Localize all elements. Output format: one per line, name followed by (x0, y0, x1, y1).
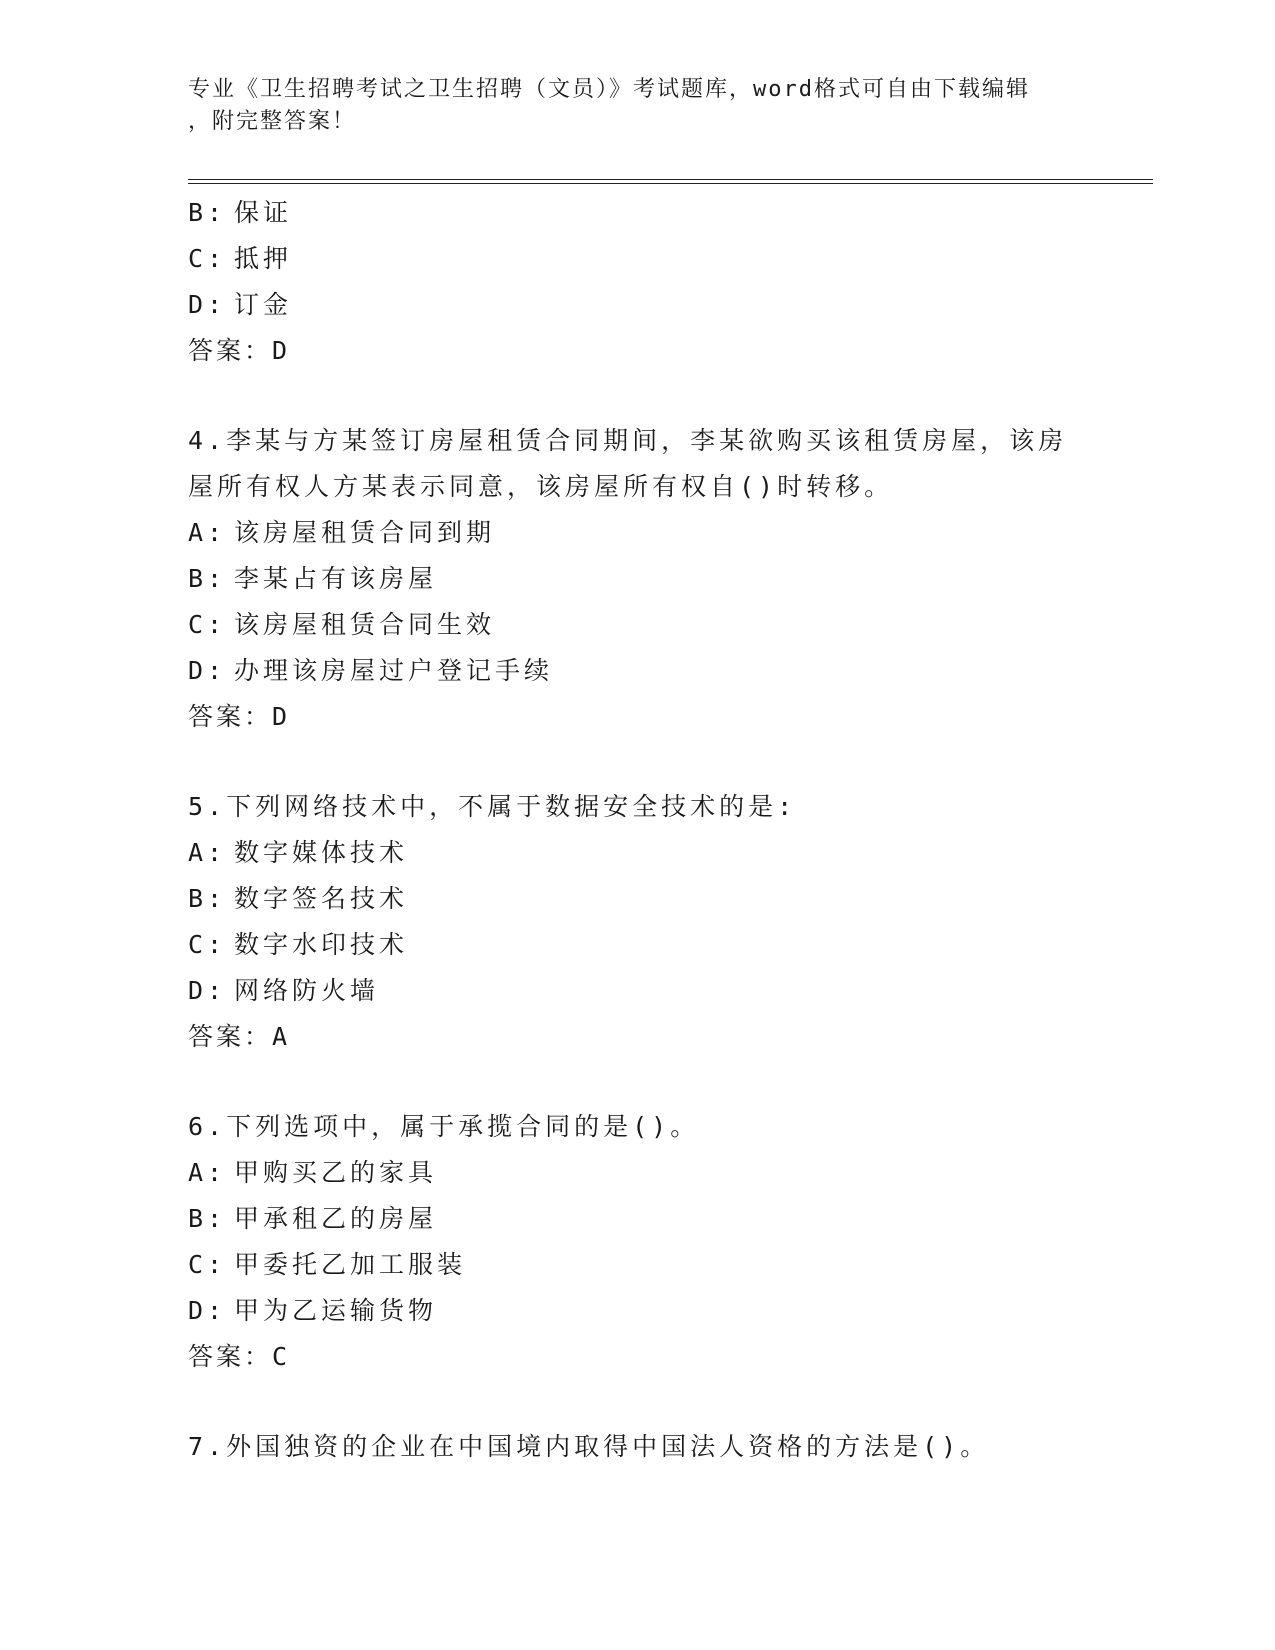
option-text: 办理该房屋过户登记手续 (234, 656, 554, 685)
option-c (188, 1242, 1088, 1288)
option-d (188, 968, 1088, 1014)
option-letter: B: (188, 198, 227, 227)
answer-line (188, 694, 1088, 740)
option-letter: D: (188, 976, 227, 1005)
option-text: 该房屋租赁合同生效 (234, 610, 496, 639)
option-b (188, 1196, 1088, 1242)
option-text: 保证 (234, 198, 293, 227)
answer-label: 答案： (188, 1342, 273, 1371)
option-text: 订金 (234, 290, 293, 319)
option-a (188, 1150, 1088, 1196)
option-text: 数字签名技术 (234, 884, 409, 913)
header-divider-top (188, 179, 1153, 180)
question-stem: 4.李某与方某签订房屋租赁合同期间，李某欲购买该租赁房屋，该房 (188, 426, 1068, 455)
answer-label: 答案： (188, 1022, 273, 1051)
answer-value: C (272, 1342, 291, 1371)
option-letter: B: (188, 564, 227, 593)
question-stem: 5.下列网络技术中，不属于数据安全技术的是: (188, 792, 797, 821)
header-line-1: 专业《卫生招聘考试之卫生招聘（文员）》考试题库，word格式可自由下载编辑 (188, 77, 1030, 102)
document-header (188, 74, 1068, 138)
option-d (188, 648, 1088, 694)
question-4 (188, 418, 1088, 740)
option-text: 甲委托乙加工服装 (234, 1250, 467, 1279)
option-letter: B: (188, 1204, 227, 1233)
answer-value: D (272, 336, 291, 365)
answer-value: D (272, 702, 291, 731)
question-stem: 7.外国独资的企业在中国境内取得中国法人资格的方法是()。 (188, 1432, 990, 1461)
option-letter: D: (188, 290, 227, 319)
option-c (188, 922, 1088, 968)
option-letter: C: (188, 610, 227, 639)
question-stem-continued: 屋所有权人方某表示同意，该房屋所有权自()时转移。 (188, 472, 894, 501)
option-letter: D: (188, 656, 227, 685)
question-7 (188, 1424, 1088, 1470)
option-letter: C: (188, 1250, 227, 1279)
header-divider-bottom (188, 183, 1153, 184)
option-b (188, 556, 1088, 602)
answer-label: 答案： (188, 336, 273, 365)
option-text: 网络防火墙 (234, 976, 380, 1005)
option-b (188, 190, 1088, 236)
option-text: 甲购买乙的家具 (234, 1158, 438, 1187)
option-letter: A: (188, 838, 227, 867)
option-text: 抵押 (234, 244, 293, 273)
question-6 (188, 1104, 1088, 1380)
answer-line (188, 1334, 1088, 1380)
answer-line (188, 1014, 1088, 1060)
question-5 (188, 784, 1088, 1060)
option-text: 李某占有该房屋 (234, 564, 438, 593)
option-text: 数字媒体技术 (234, 838, 409, 867)
option-letter: C: (188, 930, 227, 959)
option-letter: A: (188, 518, 227, 547)
answer-label: 答案： (188, 702, 273, 731)
answer-line (188, 328, 1088, 374)
option-d (188, 282, 1088, 328)
option-c (188, 602, 1088, 648)
option-text: 数字水印技术 (234, 930, 409, 959)
answer-value: A (272, 1022, 291, 1051)
question-stem: 6.下列选项中，属于承揽合同的是()。 (188, 1112, 700, 1141)
option-a (188, 830, 1088, 876)
option-letter: C: (188, 244, 227, 273)
option-d (188, 1288, 1088, 1334)
option-letter: B: (188, 884, 227, 913)
option-b (188, 876, 1088, 922)
option-c (188, 236, 1088, 282)
option-text: 甲为乙运输货物 (234, 1296, 438, 1325)
option-text: 该房屋租赁合同到期 (234, 518, 496, 547)
option-letter: A: (188, 1158, 227, 1187)
option-text: 甲承租乙的房屋 (234, 1204, 438, 1233)
option-a (188, 510, 1088, 556)
option-letter: D: (188, 1296, 227, 1325)
header-line-2: ，附完整答案！ (188, 109, 357, 134)
question-3-tail (188, 190, 1088, 374)
question-list (188, 190, 1088, 1470)
